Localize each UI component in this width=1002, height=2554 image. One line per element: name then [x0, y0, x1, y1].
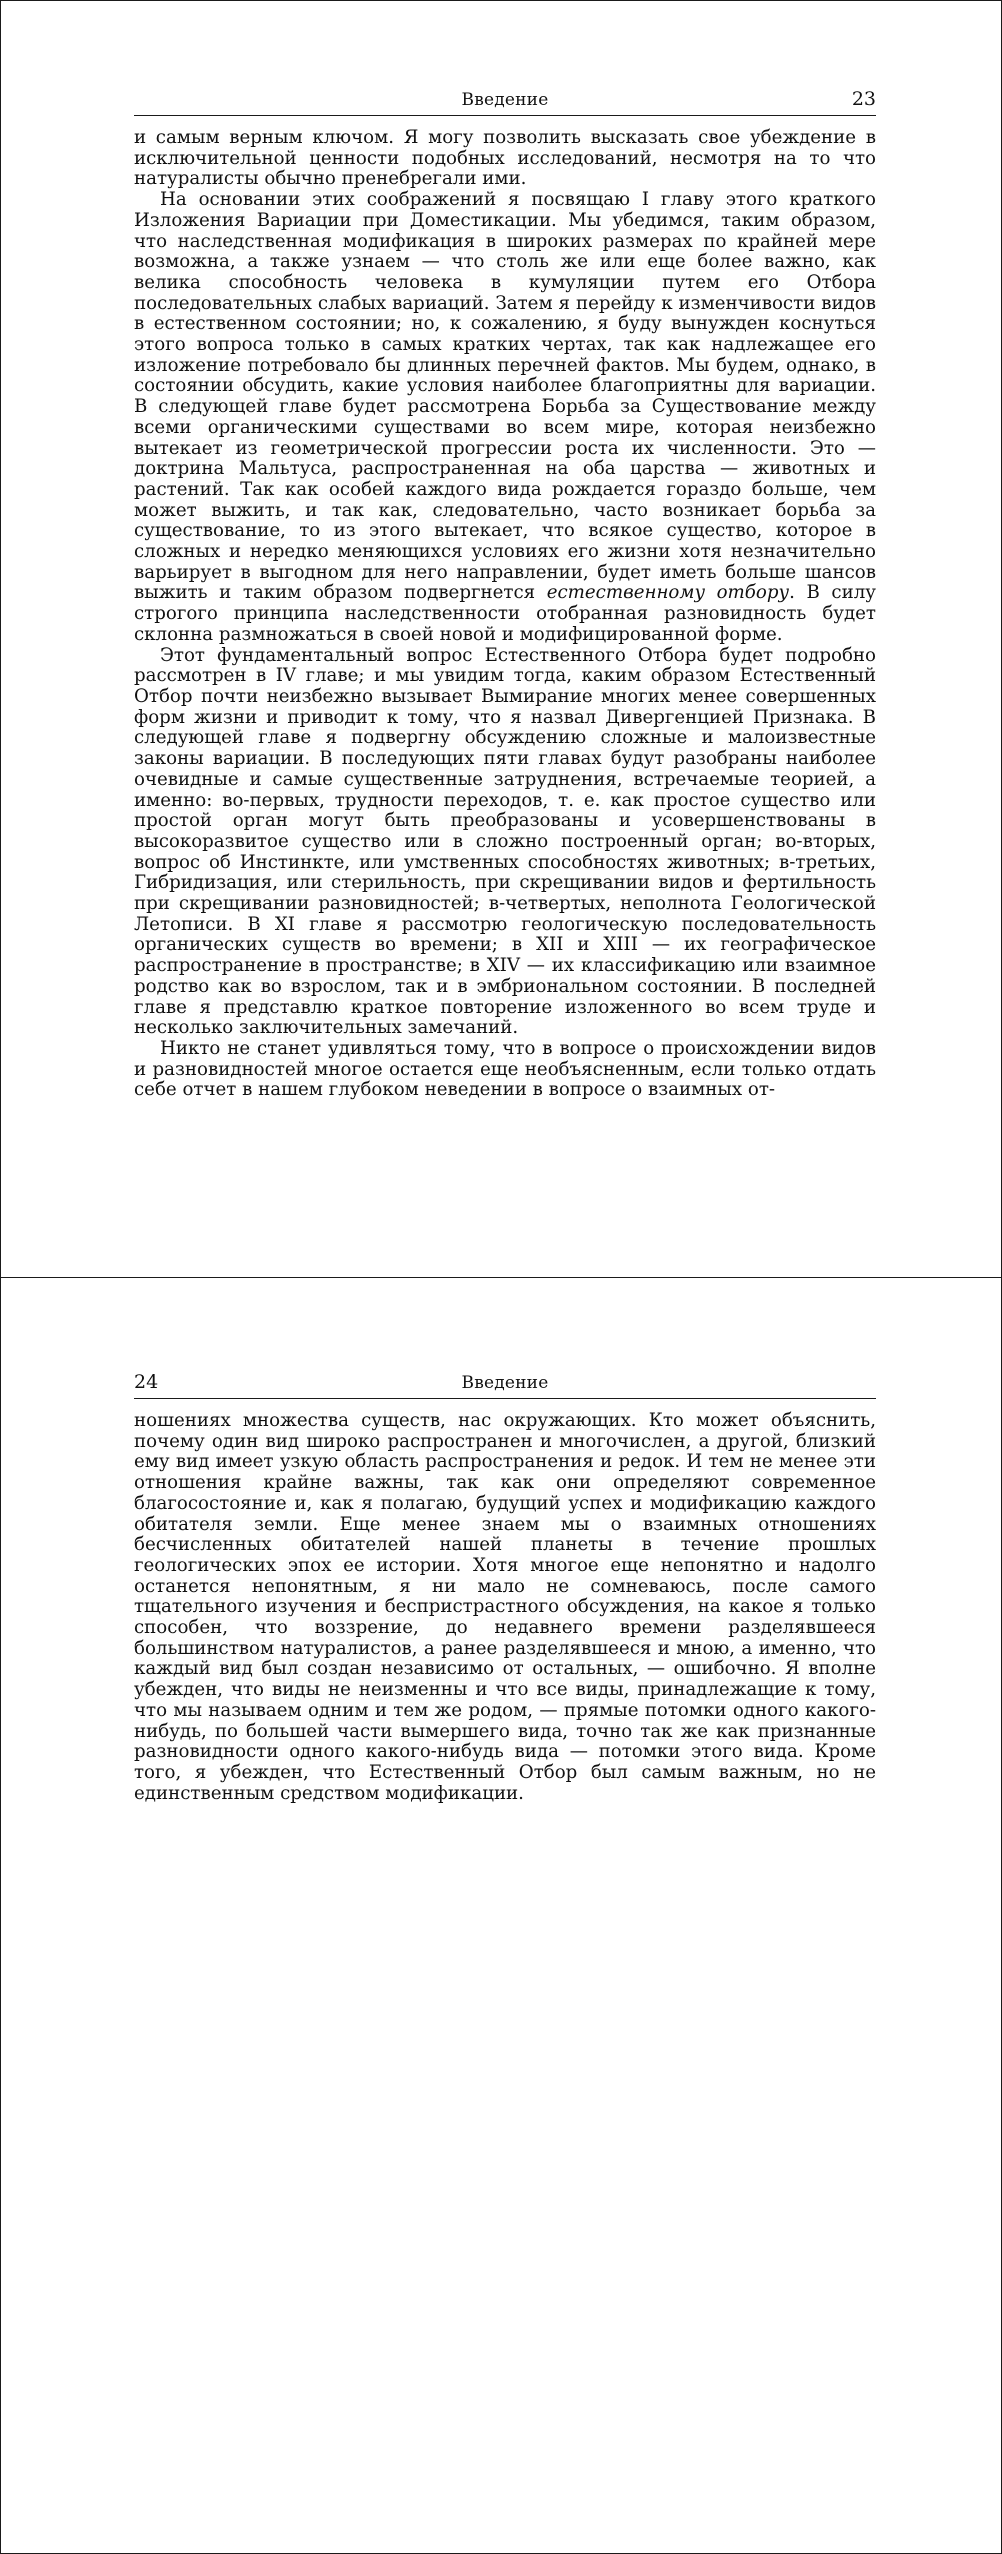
body-text	[134, 1411, 876, 1804]
page-number: 24	[134, 1371, 159, 1393]
page-number: 23	[851, 88, 876, 110]
running-title: Введение	[461, 1373, 549, 1393]
paragraph	[134, 1411, 876, 1804]
running-title: Введение	[461, 90, 549, 110]
book-page-23	[134, 85, 876, 1101]
italic-term: естественному отбору	[546, 582, 790, 604]
text-run: Никто не станет удивляться тому, что в вопросе о происхождении видов и разновидностей многое остается еще необъясненным, если только отдать себе отчет в нашем глубоком неведении в вопросе о взаимных от-	[134, 1037, 876, 1101]
text-run: На основании этих соображений я посвящаю I главу этого краткого Изложения Вариации при Доместикации. Мы убедимся, таким образом, что наследственная модификация в широких размерах по крайней мере возможна, а также узнаем — что столь же или еще более важно, как велика способность человека в кумуляции путем его Отбора последовательных слабых вариаций. Затем я перейду к изменчивости видов в естественном состоянии; но, к сожалению, я буду вынужден коснуться этого вопроса только в самых кратких чертах, так как надлежащее его изложение потребовало бы длинных перечней фактов. Мы будем, однако, в состоянии обсудить, какие условия наиболее благоприятны для вариации. В следующей главе будет рассмотрена Борьба за Существование между всеми органическими существами во всем мире, которая неизбежно вытекает из геометрической прогрессии роста их численности. Это — доктрина Мальтуса, распространенная на оба царства — животных и растений. Так как особей каждого вида рождается гораздо больше, чем может выжить, и так как, следовательно, часто возникает борьба за существование, то из этого вытекает, что всякое существо, которое в сложных и нередко меняющихся условиях его жизни хотя незначительно варьирует в выгодном для него направлении, будет иметь больше шансов выжить и таким образом подвергнется	[134, 189, 876, 604]
text-run: Этот фундаментальный вопрос Естественного Отбора будет подробно рассмотрен в IV главе; и мы увидим тогда, каким образом Естественный Отбор почти неизбежно вызывает Вымирание многих менее совершенных форм жизни и приводит к тому, что я назвал Дивергенцией Признака. В следующей главе я подвергну обсуждению сложные и малоизвестные законы вариации. В последующих пяти главах будут разобраны наиболее очевидные и самые существенные затруднения, встречаемые теорией, а именно: во-первых, трудности переходов, т. е. как простое существо или простой орган могут быть преобразованы и усовершенствованы в высокоразвитое существо или в сложно построенный орган; во-вторых, вопрос об Инстинкте, или умственных способностях животных; в-третьих, Гибридизация, или стерильность, при скрещивании видов и фертильность при скрещивании разновидностей; в-четвертых, неполнота Геологической Летописи. В XI главе я рассмотрю геологическую последовательность органических существ во времени; в XII и XIII — их географическое распространение в пространстве; в XIV — их классификацию или взаимное родство как во взрослом, так и в эмбриональном состоянии. В последней главе я представлю краткое повторение изложенного во всем труде и несколько заключительных замечаний.	[134, 644, 876, 1039]
body-text	[134, 128, 876, 1101]
text-run: . В силу строгого принципа наследственности отобранная разновидность будет склонна размножаться в своей новой и модифицированной форме.	[134, 582, 876, 645]
text-run: ношениях множества существ, нас окружающих. Кто может объяснить, почему один вид широко распространен и многочислен, а другой, близкий ему вид имеет узкую область распространения и редок. И тем не менее эти отношения крайне важны, так как они определяют современное благосостояние и, как я полагаю, будущий успех и модификацию каждого обитателя земли. Еще менее знаем мы о взаимных отношениях бесчисленных обитателей нашей планеты в течение прошлых геологических эпох ее истории. Хотя многое еще непонятно и надолго останется непонятным, я ни мало не сомневаюсь, после самого тщательного изучения и беспристрастного обсуждения, на какое я только способен, что воззрение, до недавнего времени разделявшееся большинством натуралистов, а ранее разделявшееся и мною, а именно, что каждый вид был создан независимо от остальных, — ошибочно. Я вполне убежден, что виды не неизменны и что все виды, принадлежащие к тому, что мы называем одним и тем же родом, — прямые потомки одного какого-нибудь, по большей части вымершего вида, точно так же как признанные разновидности одного какого-нибудь вида — потомки этого вида. Кроме того, я убежден, что Естественный Отбор был самым важным, но не единственным средством модификации.	[134, 1410, 876, 1804]
running-head	[134, 1368, 876, 1399]
paragraph	[134, 1039, 876, 1101]
page-divider	[0, 1277, 1002, 1278]
book-page-24	[134, 1368, 876, 1804]
paragraph	[134, 646, 876, 1039]
paragraph	[134, 128, 876, 190]
running-head	[134, 85, 876, 116]
paragraph	[134, 190, 876, 645]
text-run: и самым верным ключом. Я могу позволить высказать свое убеждение в исключительной ценности подобных исследований, несмотря на то что натуралисты обычно пренебрегали ими.	[134, 127, 876, 190]
